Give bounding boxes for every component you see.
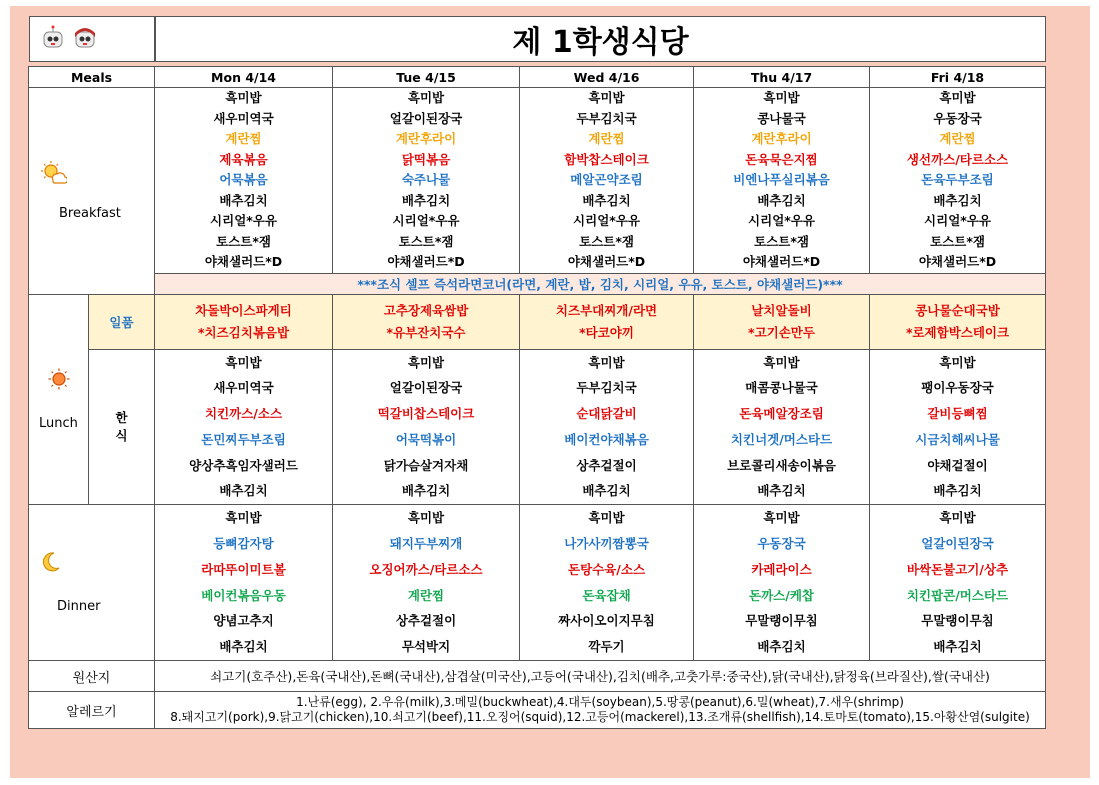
robot-mascot-icon [40, 25, 66, 51]
dish: 무말랭이무침 [921, 613, 994, 629]
dish: 야채샐러드*D [742, 254, 821, 269]
dish: 시리얼*우유 [924, 213, 991, 228]
dish: 돈육묵은지찜 [745, 151, 818, 167]
dish: 치킨팝콘/머스타드 [906, 587, 1009, 603]
dish: 흑미밥 [939, 90, 976, 105]
dish: 토스트*잼 [579, 233, 634, 249]
dish: 새우미역국 [213, 110, 274, 126]
sun-cloud-icon [39, 160, 67, 184]
dinner-label-cell [29, 505, 155, 661]
origin-label: 원산지 [29, 661, 155, 692]
dish: 치킨너겟/머스타드 [730, 431, 833, 447]
breakfast-day-thu [694, 88, 870, 274]
dish: 양념고추지 [213, 613, 274, 629]
dish: 흑미밥 [225, 510, 262, 526]
ilpum-cell-thu [694, 294, 870, 349]
dish: 나가사끼짬뽕국 [564, 536, 649, 552]
dish: 새우미역국 [213, 380, 274, 396]
meals-header: Meals [29, 67, 155, 88]
dinner-day-fri [870, 505, 1046, 661]
breakfast-label: Breakfast [59, 206, 121, 222]
dish: 배추김치 [582, 483, 631, 499]
self-ramen-corner-note: ***조식 셀프 즉석라면코너(라면, 계란, 밥, 김치, 시리얼, 우유, 토스트, 야채샐러드)*** [155, 273, 1046, 294]
dish: 메알곤약조림 [570, 172, 643, 187]
dish: 어묵떡볶이 [395, 431, 457, 447]
hansik-label-char: 식 [115, 427, 128, 443]
dish: *타코야끼 [579, 324, 634, 340]
dish: 치킨까스/소스 [205, 406, 283, 422]
hansik-label-char: 한 [115, 409, 128, 425]
dish: 야채샐러드*D [918, 254, 997, 269]
dish: 시리얼*우유 [392, 213, 460, 228]
dish: 양상추흑임자샐러드 [189, 457, 298, 473]
dish: 계란후라이 [395, 131, 457, 146]
dish: 콩나물순대국밥 [915, 303, 1000, 318]
dish: 흑미밥 [763, 354, 800, 370]
page-title: 제 1학생식당 [155, 16, 1046, 62]
dish: 두부김치국 [576, 110, 637, 126]
breakfast-label-cell [29, 88, 155, 295]
dish: 돈탕수육/소스 [568, 561, 646, 577]
robot-girl-mascot-icon [72, 25, 98, 51]
allergy-line: 1.난류(egg), 2.우유(milk),3.메밀(buckwheat),4.대두(soybean),5.땅콩(peanut),6.밀(wheat),7.새우(shrimp) [296, 695, 904, 710]
ilpum-cell-fri [870, 294, 1046, 349]
dish: 토스트*잼 [398, 233, 454, 249]
dish: 배추김치 [933, 483, 982, 499]
dish: 두부김치국 [576, 380, 637, 396]
dish: 돈육두부조림 [921, 172, 994, 187]
dish: 계란후라이 [751, 131, 812, 146]
dish: *고기손만두 [748, 324, 815, 340]
ilpum-cell-tue [333, 294, 520, 349]
dish: 토스트*잼 [216, 233, 271, 249]
dish: 갈비등뼈찜 [927, 406, 988, 422]
dish: 흑미밥 [407, 90, 445, 105]
allergy-text [155, 692, 1046, 729]
dish: 차돌박이스파게티 [195, 303, 292, 318]
ilpum-cell-mon [155, 294, 333, 349]
dish: 시리얼*우유 [748, 213, 815, 228]
dish: 상추겉절이 [576, 457, 637, 473]
day-header: Fri 4/18 [870, 67, 1046, 88]
dish: 라따뚜이미트볼 [201, 561, 286, 577]
dish: 흑미밥 [407, 354, 445, 370]
dish: 흑미밥 [407, 510, 445, 526]
dish: 배추김치 [219, 639, 268, 655]
lunch-ilpum-row [29, 294, 1046, 349]
dish: 브로콜리새송이볶음 [727, 457, 836, 473]
dish: 비엔나푸실리볶음 [733, 172, 830, 187]
dish: 돈육잡채 [582, 587, 631, 603]
dish: 짜사이오이지무침 [558, 613, 655, 629]
dish: 야채샐러드*D [387, 254, 465, 269]
dish: 흑미밥 [225, 354, 262, 370]
header-row [29, 67, 1046, 88]
dish: 돼지두부찌개 [389, 536, 463, 552]
dish: 배추김치 [757, 192, 806, 208]
breakfast-day-wed [520, 88, 694, 274]
allergy-line: 8.돼지고기(pork),9.닭고기(chicken),10.쇠고기(beef),11.오징어(squid),12.고등어(mackerel),13.조개류(shellfish),14.토마토(tomato),15.아황산염(sulgite) [170, 710, 1030, 725]
sun-icon [48, 368, 70, 390]
day-header: Mon 4/14 [155, 67, 333, 88]
breakfast-day-fri [870, 88, 1046, 274]
dish: 무석박지 [401, 639, 451, 655]
dish: 돈민찌두부조림 [201, 431, 286, 447]
dish: 팽이우동장국 [921, 380, 994, 396]
dinner-label: Dinner [57, 599, 101, 615]
day-header: Wed 4/16 [520, 67, 694, 88]
dish: 얼갈이된장국 [389, 380, 463, 396]
dish: 함박찹스테이크 [564, 151, 649, 167]
dish: 토스트*잼 [754, 233, 809, 249]
dish: 치즈부대찌개/라면 [555, 303, 658, 318]
menu-table [28, 66, 1046, 729]
ilpum-cell-wed [520, 294, 694, 349]
dish: 제육볶음 [219, 151, 268, 167]
dish: 배추김치 [219, 192, 268, 208]
lunch-label: Lunch [39, 415, 78, 431]
dinner-day-mon [155, 505, 333, 661]
dish: 배추김치 [757, 639, 806, 655]
dish: 시리얼*우유 [210, 213, 277, 228]
dish: 생선까스/타르소스 [906, 151, 1009, 167]
dish: 흑미밥 [763, 90, 800, 105]
dish: 떡갈비찹스테이크 [377, 406, 475, 422]
dish: 흑미밥 [763, 510, 800, 526]
dish: *유부잔치국수 [386, 324, 466, 340]
dish: 상추겉절이 [395, 613, 457, 629]
dish: 콩나물국 [757, 110, 806, 126]
dish: 등뼈감자탕 [213, 536, 274, 552]
day-header: Tue 4/15 [333, 67, 520, 88]
breakfast-day-mon [155, 88, 333, 274]
dish: 카레라이스 [751, 561, 812, 577]
lunch-day-mon [155, 349, 333, 505]
dish: 배추김치 [401, 483, 451, 499]
dish: 얼갈이된장국 [921, 536, 994, 552]
dinner-day-wed [520, 505, 694, 661]
breakfast-note-row [29, 273, 1046, 294]
dish: 시금치해씨나물 [915, 431, 1000, 447]
ilpum-label: 일품 [89, 294, 155, 349]
lunch-day-thu [694, 349, 870, 505]
dish: 흑미밥 [588, 354, 625, 370]
lunch-day-fri [870, 349, 1046, 505]
dinner-row [29, 505, 1046, 661]
dish: 계란찜 [225, 131, 262, 146]
dish: 돈까스/케찹 [749, 587, 814, 603]
allergy-row [29, 692, 1046, 729]
dish: 배추김치 [582, 192, 631, 208]
dish: 야채샐러드*D [204, 254, 283, 269]
dish: 야채샐러드*D [567, 254, 646, 269]
dish: 시리얼*우유 [573, 213, 640, 228]
origin-row [29, 661, 1046, 692]
dish: 돈육메알장조림 [739, 406, 824, 422]
dish: 우동장국 [757, 536, 806, 552]
dish: 베이컨야채볶음 [564, 431, 649, 447]
dinner-day-tue [333, 505, 520, 661]
dish: *로제함박스테이크 [905, 324, 1010, 340]
dish: 배추김치 [933, 639, 982, 655]
dish: 배추김치 [401, 192, 451, 208]
dish: 토스트*잼 [930, 233, 985, 249]
allergy-label: 알레르기 [29, 692, 155, 729]
dish: 배추김치 [219, 483, 268, 499]
moon-icon [41, 551, 61, 573]
lunch-hansik-row [29, 349, 1046, 505]
dish: 닭가슴살겨자채 [383, 457, 469, 473]
dish: 고추장제육쌈밥 [383, 303, 469, 318]
dish: 계란찜 [939, 131, 976, 146]
dish: 흑미밥 [939, 354, 976, 370]
dish: 야채겉절이 [927, 457, 988, 473]
dish: 베이컨볶음우동 [201, 587, 286, 603]
dish: 바싹돈불고기/상추 [906, 561, 1009, 577]
dish: 닭떡볶음 [401, 151, 451, 167]
breakfast-row [29, 88, 1046, 274]
dish: 흑미밥 [588, 90, 625, 105]
dish: 우동장국 [933, 110, 982, 126]
dish: 계란찜 [588, 131, 625, 146]
origin-text: 쇠고기(호주산),돈육(국내산),돈뼈(국내산),삼겹살(미국산),고등어(국내산),김치(배추,고춧가루:중국산),닭(국내산),닭정육(브라질산),쌀(국내산) [155, 661, 1046, 692]
dish: 깍두기 [588, 639, 625, 655]
dish: 흑미밥 [225, 90, 262, 105]
dish: 날치알돌비 [751, 303, 812, 318]
breakfast-day-tue [333, 88, 520, 274]
dish: 흑미밥 [588, 510, 625, 526]
lunch-day-wed [520, 349, 694, 505]
lunch-label-cell [29, 294, 89, 505]
dish: 계란찜 [407, 587, 445, 603]
dish: 숙주나물 [401, 172, 451, 187]
dish: 무말랭이무침 [745, 613, 818, 629]
day-header: Thu 4/17 [694, 67, 870, 88]
dish: 오징어까스/타르소스 [369, 561, 483, 577]
dish: 흑미밥 [939, 510, 976, 526]
dish: 매콤콩나물국 [745, 380, 818, 396]
dish: 배추김치 [757, 483, 806, 499]
dish: 순대닭갈비 [576, 406, 637, 422]
dish: *치즈김치볶음밥 [197, 324, 290, 340]
logo-cell [29, 16, 155, 62]
hansik-label [89, 349, 155, 505]
dish: 얼갈이된장국 [389, 110, 463, 126]
dish: 어묵볶음 [219, 172, 268, 187]
lunch-day-tue [333, 349, 520, 505]
dish: 배추김치 [933, 192, 982, 208]
dinner-day-thu [694, 505, 870, 661]
